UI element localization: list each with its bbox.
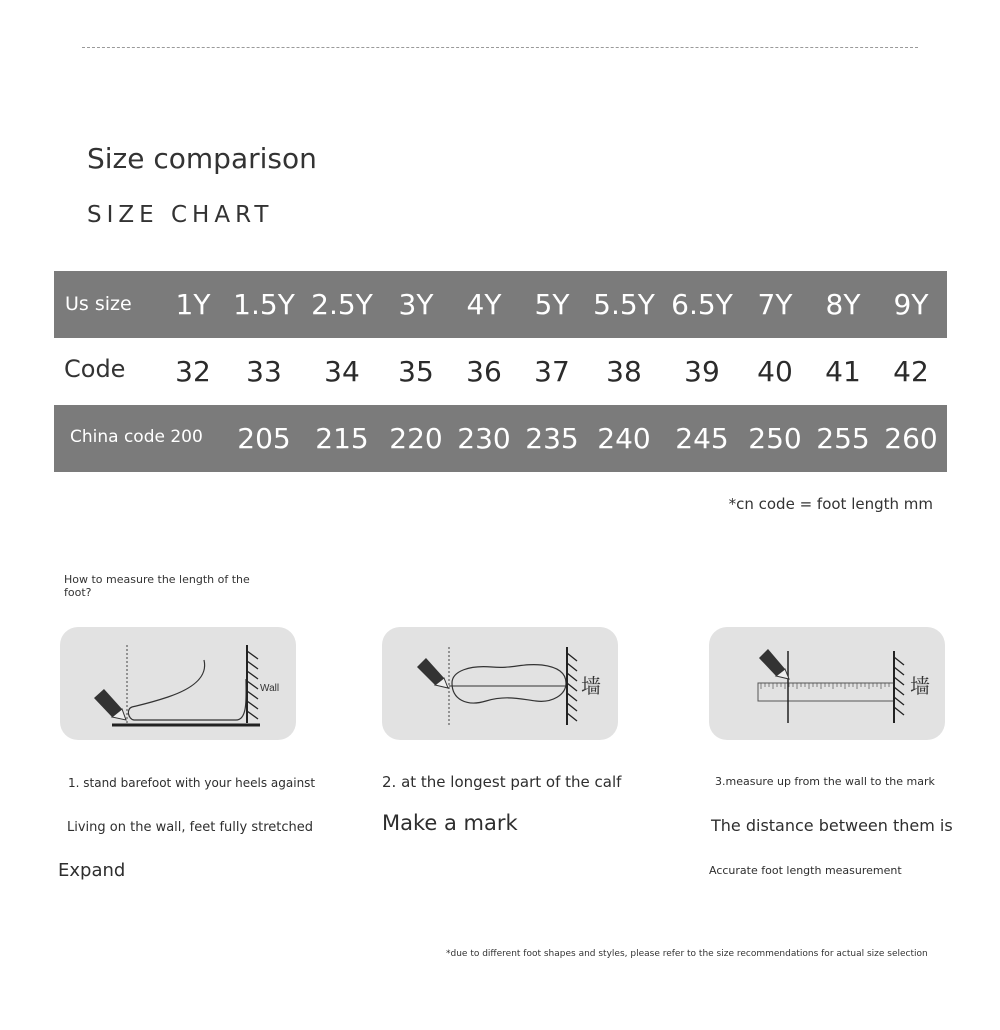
china-code-cell: 230 — [457, 422, 511, 455]
code-cell: 32 — [175, 355, 211, 388]
step1-line1: 1. stand barefoot with your heels against — [68, 776, 316, 790]
china-code-cell: 215 — [315, 422, 369, 455]
us-size-cell: 1.5Y — [233, 288, 295, 321]
us-size-cell: 6.5Y — [671, 288, 733, 321]
code-cell: 39 — [684, 355, 720, 388]
china-code-cell: 240 — [597, 422, 651, 455]
code-cell: 33 — [246, 355, 282, 388]
code-cell: 38 — [606, 355, 642, 388]
cn-code-note: *cn code = foot length mm — [728, 495, 933, 513]
size-footnote: *due to different foot shapes and styles, please refer to the size recommendations for actual size selection — [446, 949, 928, 959]
china-code-cell: 255 — [816, 422, 870, 455]
us-size-cell: 3Y — [398, 288, 434, 321]
step2-line1: 2. at the longest part of the calf — [382, 773, 622, 791]
us-size-label: Us size — [65, 293, 132, 315]
code-cell: 41 — [825, 355, 861, 388]
step1-line3: Expand — [58, 860, 126, 881]
us-size-cell: 5.5Y — [593, 288, 655, 321]
step3-line1: 3.measure up from the wall to the mark — [715, 775, 935, 788]
dashed-divider — [82, 47, 918, 48]
wall-char: 墙 — [581, 674, 601, 698]
step3-illustration — [709, 627, 945, 740]
china-code-cell: 205 — [237, 422, 291, 455]
china-code-cell: 260 — [884, 422, 938, 455]
code-cell: 37 — [534, 355, 570, 388]
wall-char: 墙 — [910, 674, 930, 698]
page-title: Size comparison — [87, 142, 317, 175]
pencil-icon — [94, 689, 126, 720]
code-cell: 35 — [398, 355, 434, 388]
pencil-icon — [417, 658, 448, 688]
code-cell: 36 — [466, 355, 502, 388]
us-size-cell: 9Y — [893, 288, 929, 321]
china-code-cell: 245 — [675, 422, 729, 455]
step3-line2: The distance between them is — [711, 816, 953, 835]
code-cell: 34 — [324, 355, 360, 388]
china-code-label: China code 200 — [70, 427, 203, 447]
china-code-cell: 220 — [389, 422, 443, 455]
code-cell: 40 — [757, 355, 793, 388]
us-size-cell: 1Y — [175, 288, 211, 321]
step2-illustration — [382, 627, 618, 740]
wall-label: Wall — [260, 683, 280, 694]
step3-line3: Accurate foot length measurement — [709, 864, 902, 877]
china-code-cell: 235 — [525, 422, 579, 455]
us-size-row — [54, 271, 947, 338]
us-size-cell: 2.5Y — [311, 288, 373, 321]
china-code-row — [54, 405, 947, 472]
measure-question: How to measure the length of the foot? — [64, 573, 250, 599]
us-size-cell: 4Y — [466, 288, 502, 321]
china-code-cell: 250 — [748, 422, 802, 455]
pencil-icon — [759, 649, 789, 679]
us-size-cell: 5Y — [534, 288, 570, 321]
step1-illustration — [60, 627, 296, 740]
step2-line2: Make a mark — [382, 811, 518, 835]
step1-line2: Living on the wall, feet fully stretched — [67, 820, 313, 835]
code-cell: 42 — [893, 355, 929, 388]
us-size-cell: 7Y — [757, 288, 793, 321]
code-row — [54, 338, 947, 405]
code-label: Code — [64, 355, 126, 383]
page-subtitle: SIZE CHART — [87, 202, 274, 228]
us-size-cell: 8Y — [825, 288, 861, 321]
